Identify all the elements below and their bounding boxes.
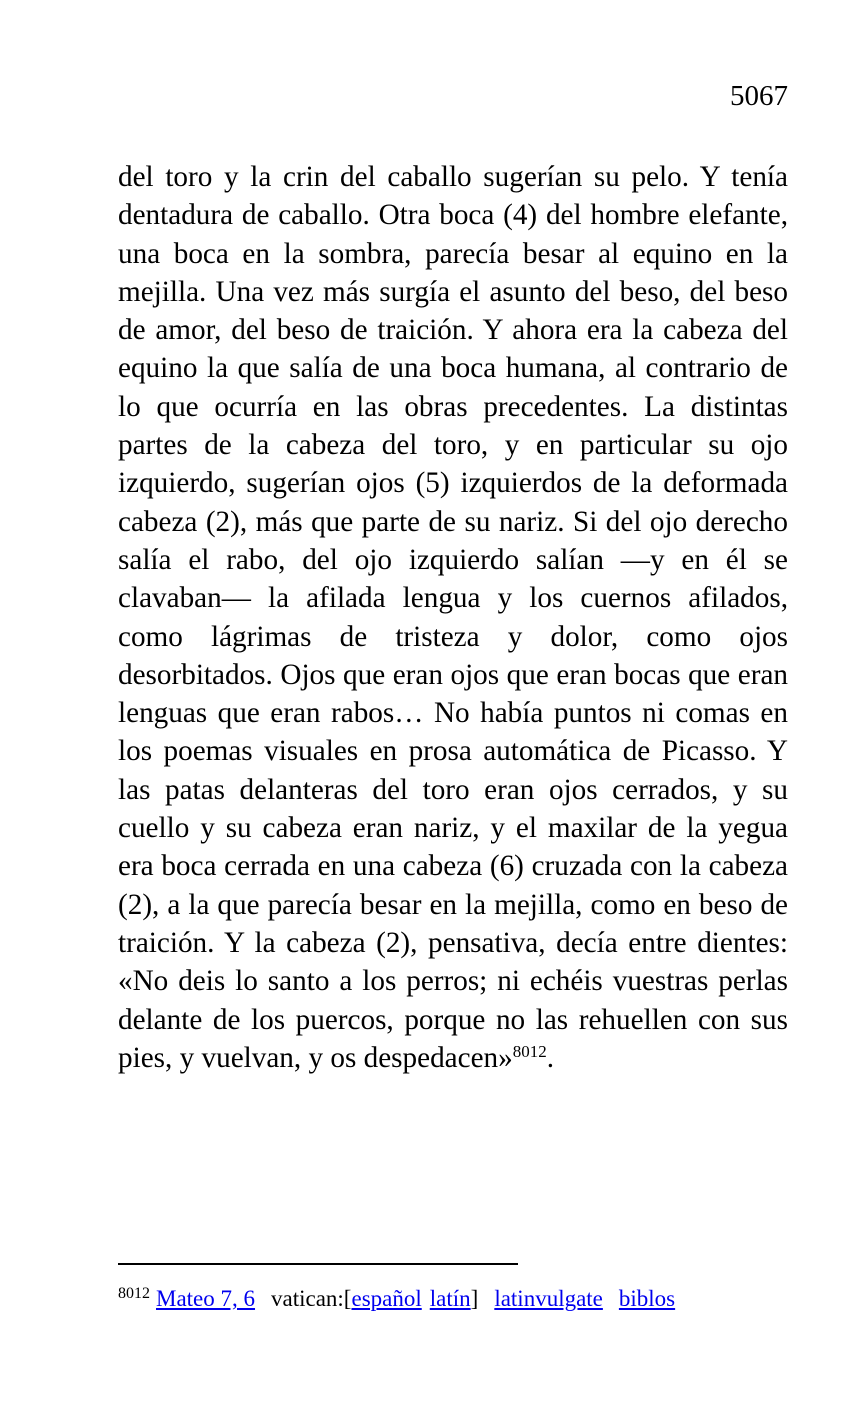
vatican-label: vatican:[ [271,1286,352,1311]
footnote-separator [118,1263,518,1265]
body-end-punctuation: . [546,1041,555,1074]
espanol-link[interactable]: español [351,1286,422,1311]
latin-link[interactable]: latín [429,1286,471,1311]
vatican-close-bracket: ] [470,1286,479,1311]
page-number: 5067 [730,80,788,112]
footnote [118,1284,818,1314]
mateo-link[interactable]: Mateo 7, 6 [156,1286,256,1311]
footnote-reference[interactable]: 8012 [512,1041,547,1061]
body-text: del toro y la crin del caballo sugerían su pelo. Y tenía dentadura de caballo. Otra boca (4) del hombre elefante, una boca en la sombra, parecía besar al equino en la mejilla. Una vez más surgía el asunto del beso, del beso de amor, del beso de traición. Y ahora era la cabeza del equino la que salía de una boca humana, al contrario de lo que ocurría en las obras precedentes. La distintas partes de la cabeza del toro, y en particular su ojo izquierdo, sugerían ojos (5) izquierdos de la deformada cabeza (2), más que parte de su nariz. Si del ojo derecho salía el rabo, del ojo izquierdo salían —y en él se clavaban— la afilada lengua y los cuernos afilados, como lágrimas de tristeza y dolor, como ojos desorbitados. Ojos que eran ojos que eran bocas que eran lenguas que eran rabos… No había puntos ni comas en los poemas visuales en prosa automática de Picasso. Y las patas delanteras del toro eran ojos cerrados, y su cuello y su cabeza eran nariz, y el maxilar de la yegua era boca cerrada en una cabeza (6) cruzada con la cabeza (2), a la que parecía besar en la mejilla, como en beso de traición. Y la cabeza (2), pensativa, decía entre dientes: «No deis lo santo a los perros; ni echéis vuestras perlas delante de los puercos, porque no las rehuellen con sus pies, y vuelvan, y os despedacen» [118,161,788,1074]
biblos-link[interactable]: biblos [618,1286,676,1311]
latinvulgate-link[interactable]: latinvulgate [494,1286,603,1311]
footnote-number: 8012 [118,1285,150,1302]
body-paragraph [118,158,788,1077]
